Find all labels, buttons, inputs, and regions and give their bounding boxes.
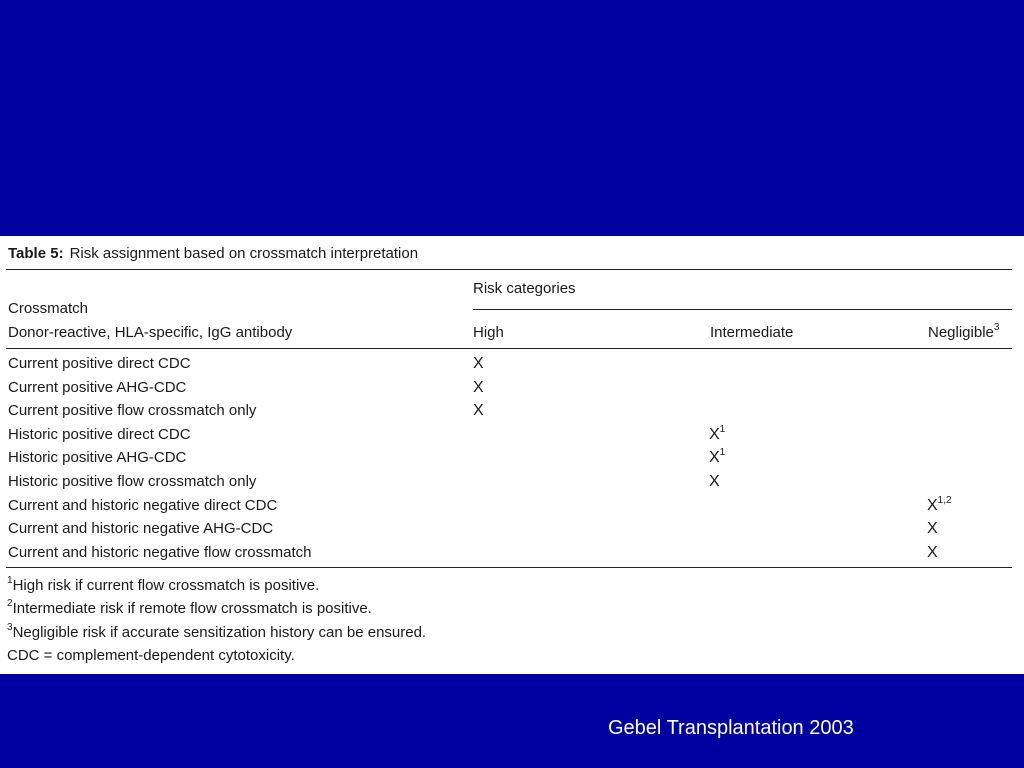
row-label: Current positive AHG-CDC <box>8 379 187 396</box>
row-label: Current and historic negative flow crossmatch <box>8 544 312 561</box>
high-header: High <box>473 324 504 341</box>
intermediate-mark: $X^1$ <box>709 446 726 466</box>
row-label: Current and historic negative direct CDC <box>8 497 278 514</box>
footnote <box>7 647 295 664</box>
footnote <box>7 577 319 594</box>
crossmatch-header: Crossmatch <box>8 300 89 317</box>
footnote-text: Negligible risk if accurate sensitization history can be ensured. <box>12 624 427 641</box>
row-label: Historic positive flow crossmatch only <box>8 473 257 490</box>
intermediate-footnote-ref: 1 <box>719 423 726 435</box>
table-caption <box>8 245 418 262</box>
footnote-mark: 3 <box>7 622 13 633</box>
high-mark: X <box>473 402 484 419</box>
intermediate-mark: X <box>709 473 720 490</box>
footnote-text: Intermediate risk if remote flow crossmatch is positive. <box>12 600 372 617</box>
footnote-text: High risk if current flow crossmatch is positive. <box>12 577 320 594</box>
footnote-mark: 1 <box>7 575 13 586</box>
footnote <box>7 600 372 617</box>
intermediate-header: Intermediate <box>710 324 794 341</box>
footnote-text: CDC = complement-dependent cytotoxicity. <box>7 647 295 664</box>
high-mark: X <box>473 355 484 372</box>
footnote-mark: 2 <box>7 598 13 609</box>
row-label: Current positive direct CDC <box>8 355 191 372</box>
row-label: Historic positive direct CDC <box>8 426 191 443</box>
negligible-mark: X <box>927 520 938 537</box>
intermediate-mark: $X^1$ <box>709 423 726 443</box>
intermediate-footnote-ref: 1 <box>719 446 726 458</box>
body-bottom-rule <box>6 567 1012 568</box>
crossmatch-subheader: Donor-reactive, HLA-specific, IgG antibody <box>8 324 293 341</box>
negligible-mark: X <box>927 544 938 561</box>
negligible-footnote-ref: 1,2 <box>937 494 952 506</box>
footnote <box>7 624 426 641</box>
risk-categories-header: Risk categories <box>473 280 576 297</box>
top-rule <box>6 269 1012 270</box>
row-label: Current and historic negative AHG-CDC <box>8 520 274 537</box>
table-title: Risk assignment based on crossmatch interpretation <box>69 245 419 262</box>
header-rule <box>6 348 1012 349</box>
table-label: Table 5: <box>8 245 64 262</box>
negligible-header: Negligible$^3$ <box>928 322 1000 341</box>
negligible-mark: X$^{1,2}$ <box>927 494 952 514</box>
attribution: Gebel Transplantation 2003 <box>608 717 854 739</box>
risk-table <box>0 236 1024 674</box>
row-label: Historic positive AHG-CDC <box>8 449 187 466</box>
high-mark: X <box>473 379 484 396</box>
row-label: Current positive flow crossmatch only <box>8 402 257 419</box>
risk-categories-rule <box>473 309 1012 310</box>
